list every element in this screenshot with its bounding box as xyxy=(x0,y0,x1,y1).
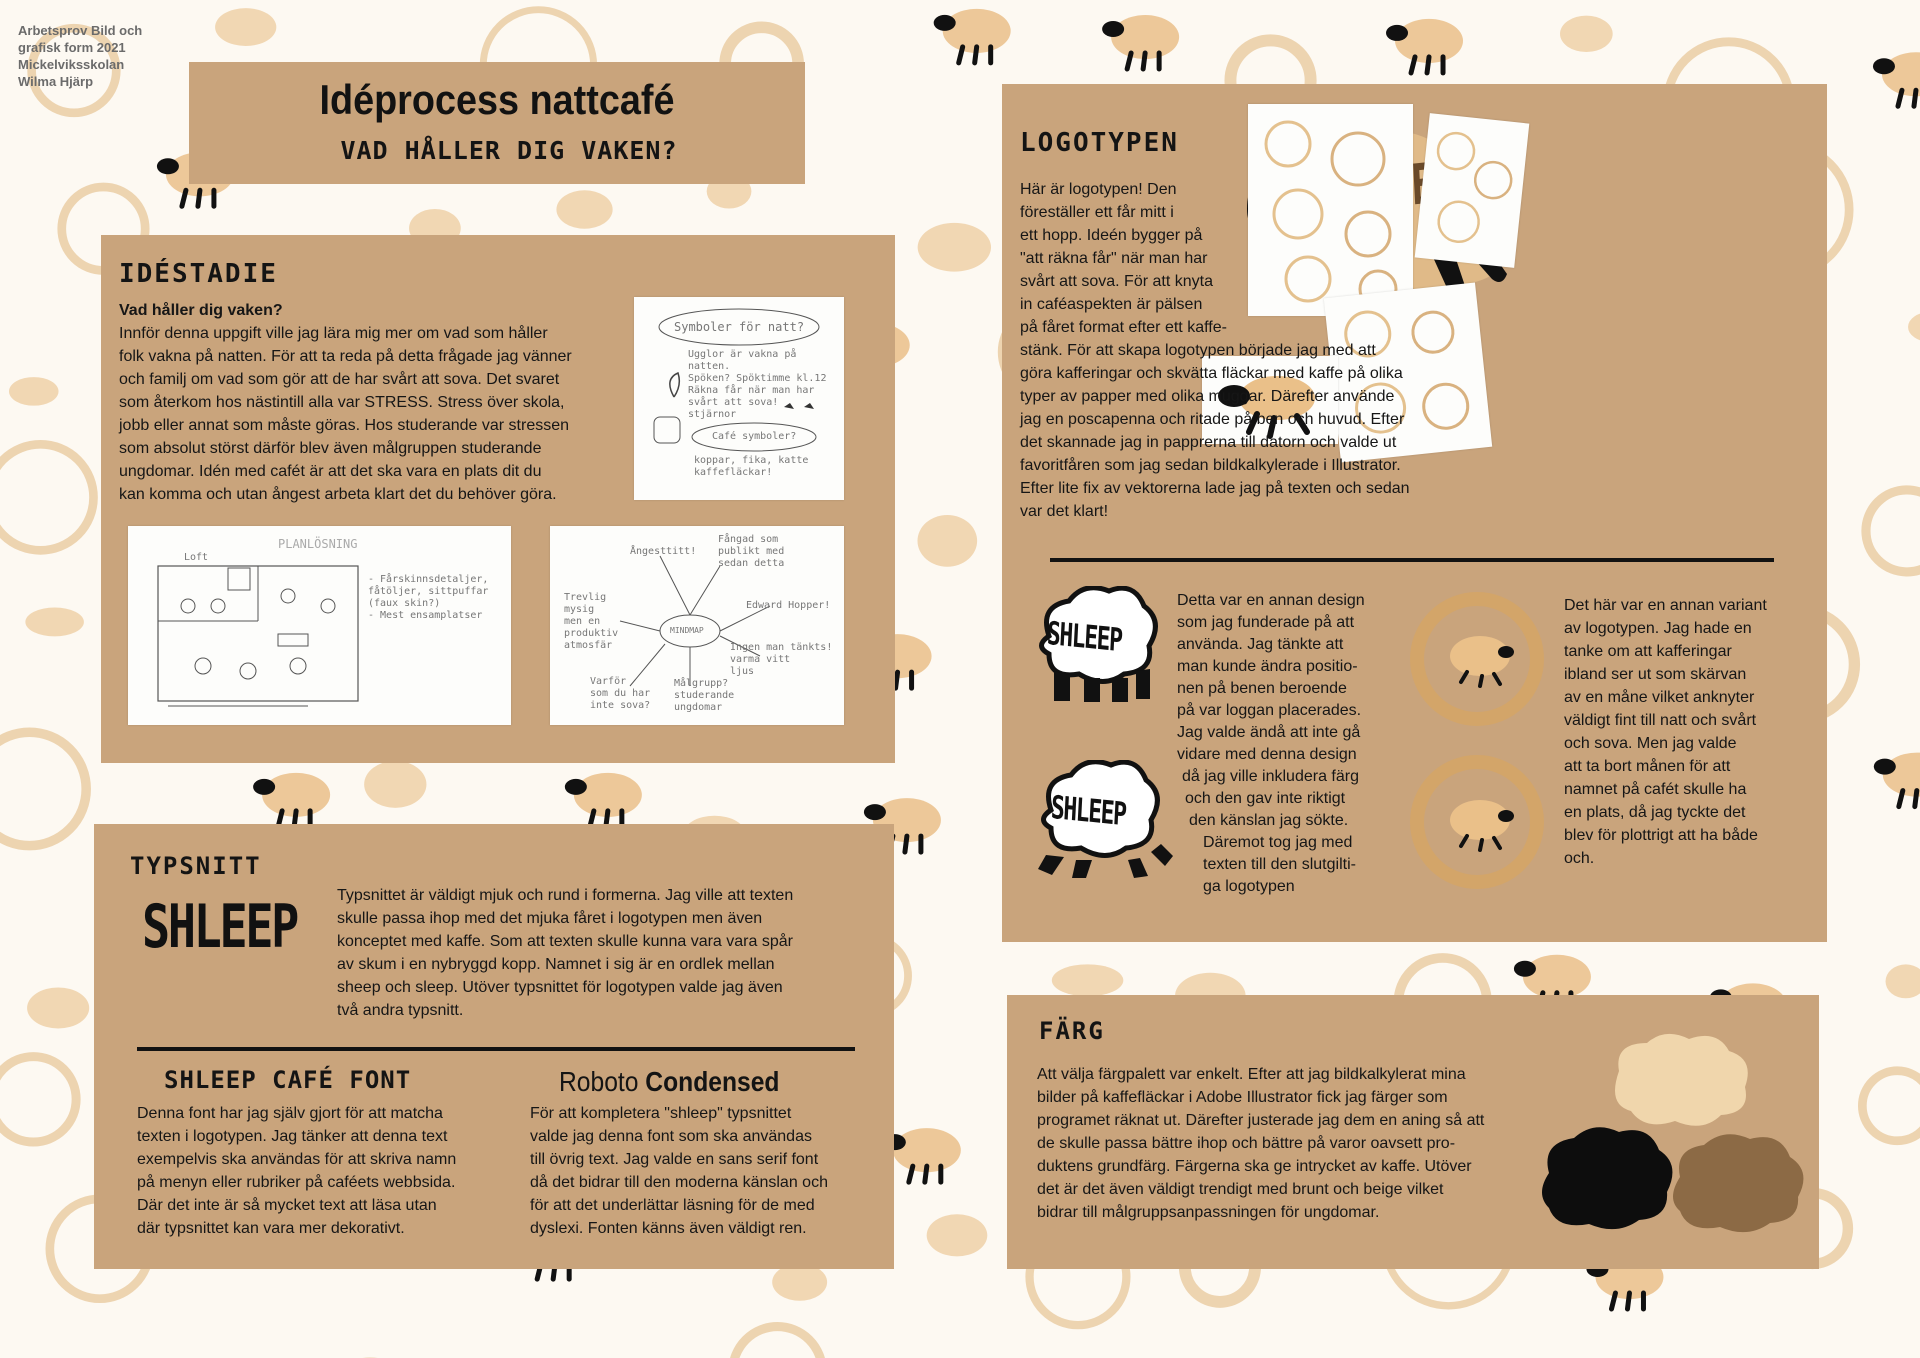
body-line: den känslan jag sökte. xyxy=(1189,812,1349,829)
mindmap-note: Fångad som publikt med sedan detta xyxy=(718,534,785,569)
body-line: Här är logotypen! Den xyxy=(1020,181,1177,198)
typsnitt-logo-sample: SHLEEP xyxy=(142,892,298,962)
credit-line: Mickelviksskolan xyxy=(18,57,125,72)
body-line: vidare med denna design xyxy=(1177,746,1357,763)
page-title: Idéprocess nattcafé xyxy=(319,76,675,123)
body-line: Däremot tog jag med xyxy=(1203,834,1353,851)
farg-heading: FÄRG xyxy=(1039,1017,1105,1045)
coffee-splash xyxy=(918,223,991,272)
body-line: För att kompletera "shleep" typsnittet xyxy=(530,1105,792,1122)
coffee-ring xyxy=(0,1057,76,1142)
typsnitt-divider xyxy=(137,1047,855,1051)
font1-heading: SHLEEP CAFÉ FONT xyxy=(164,1066,412,1094)
coffee-splash xyxy=(556,190,612,229)
coffee-ring xyxy=(0,444,94,550)
sheep-decoration xyxy=(884,1128,961,1182)
coffee-splash xyxy=(1052,964,1123,996)
body-line: Denna font har jag själv gjort för att matcha xyxy=(137,1105,443,1122)
idestadie-panel xyxy=(101,235,895,763)
palette-swatch xyxy=(1615,1034,1748,1126)
sketch-cafe-notes: koppar, fika, katte kaffefläckar! xyxy=(694,455,809,478)
coffee-splash xyxy=(772,1264,827,1301)
coffee-splash xyxy=(1908,312,1920,342)
body-line: och. xyxy=(1564,850,1595,867)
color-swatch-brown xyxy=(1665,1129,1815,1235)
credit-block xyxy=(18,22,142,90)
font2-body xyxy=(530,1102,870,1240)
body-line: jag en poscapenna och ritade på ben och huvud. Efter xyxy=(1020,411,1405,428)
body-line: Typsnittet är väldigt mjuk och rund i formerna. Jag ville att texten xyxy=(337,887,794,904)
coffee-splash xyxy=(27,987,89,1028)
coffee-splash xyxy=(9,377,59,406)
alt-logo-2-word: SHLEEP xyxy=(1050,788,1127,834)
coffee-ring xyxy=(733,1327,823,1358)
body-line: där typsnittet kan vara mer dekorativt. xyxy=(137,1220,405,1237)
body-line: det är det även väldigt trendigt med brunt och beige vilket xyxy=(1037,1181,1444,1198)
body-line: "att räkna får" när man har xyxy=(1020,250,1208,267)
body-line: och familj om vad som gör att de har svårt att sova. Det svaret xyxy=(119,371,560,388)
typsnitt-heading: TYPSNITT xyxy=(130,852,262,880)
color-swatch-beige xyxy=(1599,1031,1759,1131)
body-line: på menyn eller rubriker på caféets webbsida. xyxy=(137,1174,456,1191)
body-line: texten i logotypen. Jag tänker att denna text xyxy=(137,1128,448,1145)
body-line: göra kafferingar och skvätta fläckar med kaffe på olika xyxy=(1020,365,1403,382)
body-line: Detta var en annan design xyxy=(1177,592,1365,609)
page-subtitle: VAD HÅLLER DIG VAKEN? xyxy=(340,136,678,165)
sheep-decoration xyxy=(934,9,1011,63)
body-line: som återkom hos nästintill alla var STRESS. Stress över skola, xyxy=(119,394,565,411)
coffee-splash xyxy=(215,8,276,46)
body-line: sheep och sleep. Utöver typsnittet för logotypen valde jag även xyxy=(337,979,783,996)
mindmap-note: Trevlig mysig men en produktiv atmosfär xyxy=(564,592,619,651)
sheep-decoration xyxy=(1873,52,1920,106)
body-line: favoritfåren som jag sedan bildkalkylerade i Illustrator. xyxy=(1020,457,1401,474)
title-panel xyxy=(189,62,805,184)
mindmap-note: Ångesttitt! xyxy=(630,546,697,557)
body-line: Innför denna uppgift ville jag lära mig mer om vad som håller xyxy=(119,325,548,342)
body-line: av skum i en nybryggd kopp. Namnet i sig är en ordlek mellan xyxy=(337,956,775,973)
coffee-splash xyxy=(927,1214,988,1256)
body-line: in caféaspekten är pälsen xyxy=(1020,296,1203,313)
body-line: de skulle passa bättre ihop och bättre på varor oavsett pro- xyxy=(1037,1135,1456,1152)
mindmap-center: MINDMAP xyxy=(670,626,704,635)
floorplan-title: PLANLÖSNING xyxy=(278,537,358,551)
body-line: som jag funderade på att xyxy=(1177,614,1355,631)
credit-line: grafisk form 2021 xyxy=(18,40,126,55)
sheep-decoration xyxy=(253,773,330,827)
body-line: och sova. Men jag valde xyxy=(1564,735,1737,752)
body-line: duktens grundfärg. Färgerna ska ge intrycket av kaffe. Utöver xyxy=(1037,1158,1472,1175)
idestadie-heading: IDÉSTADIE xyxy=(119,259,278,289)
body-line: valde jag denna font som ska användas xyxy=(530,1128,812,1145)
body-line: man kunde ändra positio- xyxy=(1177,658,1358,675)
body-line: stänk. För att skapa logotypen började jag med att xyxy=(1020,342,1376,359)
variant-text xyxy=(1564,594,1804,870)
mindmap-note: Edward Hopper! xyxy=(746,600,831,611)
mindmap-note: Målgrupp? studerande ungdomar xyxy=(674,678,735,713)
coffee-splash xyxy=(1886,964,1920,998)
alt-logo-1-word: SHLEEP xyxy=(1046,614,1123,660)
coffee-splash xyxy=(1560,16,1613,52)
font2-heading xyxy=(559,1066,779,1098)
body-line: ett hopp. Ideén bygger på xyxy=(1020,227,1203,244)
farg-panel xyxy=(1007,995,1819,1269)
body-line: föreställer ett får mitt i xyxy=(1020,204,1174,221)
logotypen-intro xyxy=(1020,178,1460,523)
body-line: kan komma och utan ångest arbeta klart det du behöver göra. xyxy=(119,486,557,503)
body-line: då jag ville inkludera färg xyxy=(1182,768,1359,785)
credit-line: Arbetsprov Bild och xyxy=(18,23,143,38)
logotypen-panel xyxy=(1002,84,1827,942)
coffee-ring xyxy=(0,732,86,845)
body-line: det skannade jag in papprerna till datorn och valde ut xyxy=(1020,434,1397,451)
font1-body xyxy=(137,1102,497,1240)
typsnitt-panel xyxy=(94,824,894,1269)
body-line: folk vakna på natten. För att ta reda på detta frågade jag vänner xyxy=(119,348,572,365)
body-line: att ta bort månen för att xyxy=(1564,758,1731,775)
sheep-decoration xyxy=(1102,15,1179,69)
palette-swatch xyxy=(1673,1134,1803,1232)
body-line: använda. Jag tänkte att xyxy=(1177,636,1344,653)
sketch-symbols-notes: Ugglor är vakna på natten. Spöken? Spöktimme kl.12 Räkna får när man har svårt att sova! stjärnor xyxy=(688,349,827,420)
body-line: nen på benen beroende xyxy=(1177,680,1347,697)
font2-heading-bold: Condensed xyxy=(645,1066,780,1097)
farg-body xyxy=(1037,1063,1537,1224)
coffee-ring xyxy=(1866,490,1920,572)
body-line: namnet på cafét skulle ha xyxy=(1564,781,1747,798)
floorplan-notes: - Fårskinnsdetaljer, fåtöljer, sittpuffar (faux skin?) - Mest ensamplatser xyxy=(368,574,489,621)
body-line: väldigt fint till natt och svårt xyxy=(1564,712,1757,729)
body-line: skulle passa ihop med det mjuka fåret i logotypen men även xyxy=(337,910,763,927)
body-line: jobb eller annat som måste göras. Hos studerande var stressen xyxy=(119,417,570,434)
body-line: av en måne vilket anknyter xyxy=(1564,689,1755,706)
mindmap-note: Ingen man tänkts! varma vitt ljus xyxy=(730,642,833,677)
sketch-symbols-title: Symboler för natt? xyxy=(674,320,805,334)
body-line: ibland ser ut som skärvan xyxy=(1564,666,1747,683)
body-line: för att det underlättar läsning för de med xyxy=(530,1197,815,1214)
body-line: ga logotypen xyxy=(1203,878,1295,895)
alt-design-text xyxy=(1177,590,1397,898)
sketch-mindmap xyxy=(550,526,844,725)
body-line: var det klart! xyxy=(1020,503,1109,520)
body-line: svårt att sova. För att knyta xyxy=(1020,273,1213,290)
body-line: blev för plottrigt att ha både xyxy=(1564,827,1758,844)
body-line: bilder på kaffefläckar i Adobe Illustrator fick jag färger som xyxy=(1037,1089,1448,1106)
body-line: Det här var en annan variant xyxy=(1564,597,1767,614)
body-line: ungdomar. Idén med cafét är att det ska vara en plats dit du xyxy=(119,463,542,480)
sketch-floorplan xyxy=(128,526,511,725)
typsnitt-body xyxy=(337,884,857,1022)
body-line: tanke om att kafferingar xyxy=(1564,643,1732,660)
logotypen-heading: LOGOTYPEN xyxy=(1020,128,1179,158)
sketch-symbols xyxy=(634,297,844,500)
body-line: typer av papper med olika muggar. Därefter använde xyxy=(1020,388,1395,405)
body-line: av logotypen. Jag hade en xyxy=(1564,620,1752,637)
moon-variant-logos xyxy=(1402,584,1552,914)
coffee-splash xyxy=(917,515,977,567)
sheep-decoration xyxy=(565,773,642,827)
sheep-decoration xyxy=(1386,19,1463,73)
body-line: konceptet med kaffe. Som att texten skulle kunna vara vara spår xyxy=(337,933,793,950)
body-line: som absolut störst därför blev även målgruppen studerande xyxy=(119,440,542,457)
color-swatch-black xyxy=(1534,1123,1684,1233)
coffee-splash xyxy=(364,761,426,808)
body-line: Att välja färgpalett var enkelt. Efter att jag bildkalkylerat mina xyxy=(1037,1066,1466,1083)
body-line: Där det inte är så mycket text att läsa utan xyxy=(137,1197,437,1214)
palette-swatch xyxy=(1542,1127,1672,1229)
body-line: programet räknat ut. Därefter justerade jag dem en aning så att xyxy=(1037,1112,1485,1129)
body-line: och den gav inte riktigt xyxy=(1185,790,1346,807)
body-line: Jag valde ändå att inte gå xyxy=(1177,724,1361,741)
coffee-splash xyxy=(25,608,84,637)
font2-heading-light: Roboto xyxy=(559,1066,639,1097)
sheep-decoration xyxy=(1874,753,1920,807)
sketch-cafe-title: Café symboler? xyxy=(712,431,797,442)
body-line: Efter lite fix av vektorerna lade jag på texten och sedan xyxy=(1020,480,1410,497)
credit-line: Wilma Hjärp xyxy=(18,74,94,89)
idestadie-body xyxy=(119,299,609,506)
body-line: då det bidrar till den moderna känslan och xyxy=(530,1174,828,1191)
body-line: på var loggan placerades. xyxy=(1177,702,1362,719)
logotypen-divider xyxy=(1050,558,1774,562)
idestadie-question: Vad håller dig vaken? xyxy=(119,302,283,319)
mindmap-note: Varför som du har inte sova? xyxy=(590,676,651,711)
body-line: en plats, då jag tyckte det xyxy=(1564,804,1746,821)
body-line: två andra typsnitt. xyxy=(337,1002,464,1019)
body-line: exempelvis ska användas för att skriva namn xyxy=(137,1151,457,1168)
body-line: texten till den slutgilti- xyxy=(1203,856,1356,873)
floorplan-loft: Loft xyxy=(184,552,209,563)
coffee-ring xyxy=(1862,1071,1920,1141)
body-line: på fåret format efter ett kaffe- xyxy=(1020,319,1227,336)
body-line: dyslexi. Fonten känns även väldigt ren. xyxy=(530,1220,807,1237)
body-line: till övrig text. Jag valde en sans serif font xyxy=(530,1151,819,1168)
body-line: bidrar till målgruppsanpassningen för ungdomar. xyxy=(1037,1204,1380,1221)
